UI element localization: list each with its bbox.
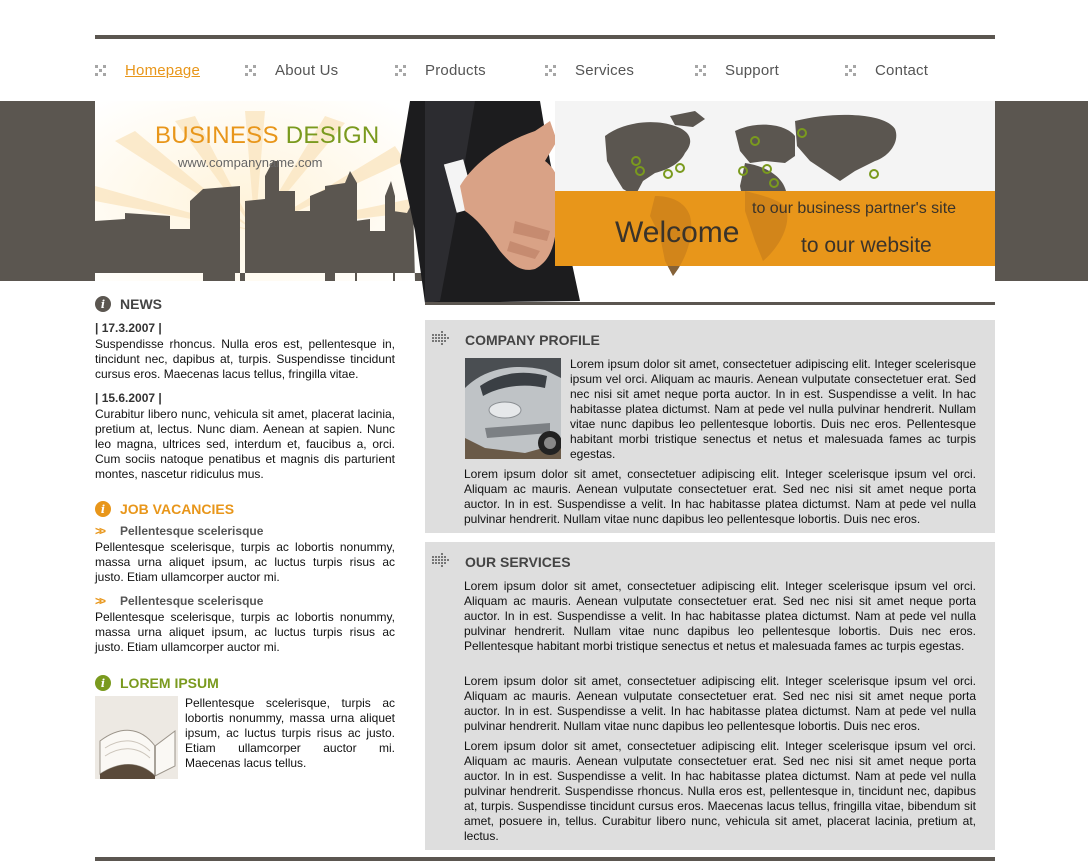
nav-label: Support bbox=[725, 61, 779, 79]
nav-bullet-icon bbox=[245, 65, 256, 76]
main-nav bbox=[95, 58, 995, 82]
nav-bullet-icon bbox=[695, 65, 706, 76]
news-text: Curabitur libero nunc, vehicula sit amet, placerat lacinia, pretium at, lectus. Nunc diam. Aenean at sapien. Nunc leo magna, ultrices sed, interdum et, faucibus a, orci. Cum sociis natoque penatibus et magnis dis parturient montes, nascetur ridiculus mus. bbox=[95, 407, 395, 481]
nav-item-services[interactable] bbox=[545, 58, 695, 82]
job-title-link[interactable] bbox=[95, 524, 395, 538]
company-url: www.companyname.com bbox=[178, 155, 323, 170]
top-divider bbox=[95, 35, 995, 39]
lorem-title: LOREM IPSUM bbox=[120, 675, 219, 691]
jobs-title: JOB VACANCIES bbox=[120, 501, 235, 517]
lorem-heading bbox=[95, 675, 395, 691]
news-title: NEWS bbox=[120, 296, 162, 312]
services-text-2: Lorem ipsum dolor sit amet, consectetuer adipiscing elit. Integer scelerisque ipsum vel orci. Aliquam ac mauris. Aenean vulputate consectetuer erat. Sed nec nisi sit amet neque porta auctor. In in est. Suspendisse a velit. In hac habitasse platea dictumst. Nam at pede vel nulla pulvinar hendrerit. Nullam vitae nunc dapibus leo pellentesque lobortis. Duis nec eros. bbox=[464, 674, 976, 733]
nav-item-about-us[interactable] bbox=[245, 58, 395, 82]
left-column bbox=[95, 296, 395, 779]
double-chevron-icon: >> bbox=[95, 594, 104, 608]
tagline-website: to our website bbox=[801, 234, 932, 257]
dotted-arrow-icon bbox=[432, 331, 456, 349]
bottom-divider bbox=[95, 857, 995, 861]
nav-item-homepage[interactable] bbox=[95, 58, 245, 82]
nav-bullet-icon bbox=[395, 65, 406, 76]
services-heading bbox=[432, 553, 571, 571]
brand-word-design: DESIGN bbox=[285, 122, 380, 149]
lorem-text: Pellentesque scelerisque, turpis ac lobortis nonummy, massa urna aliquet ipsum, ac luctus turpis risus ac justo. Etiam ullamcorper auctor mi. Maecenas lacus tellus. bbox=[185, 696, 395, 770]
info-icon: i bbox=[95, 675, 111, 691]
book-image bbox=[95, 696, 178, 779]
nav-item-support[interactable] bbox=[695, 58, 845, 82]
job-title: Pellentesque scelerisque bbox=[120, 594, 264, 608]
news-item bbox=[95, 321, 395, 382]
nav-label: About Us bbox=[275, 61, 339, 79]
services-text-1: Lorem ipsum dolor sit amet, consectetuer adipiscing elit. Integer scelerisque ipsum vel orci. Aliquam ac mauris. Aenean vulputate consectetuer erat. Sed nec nisi sit amet neque porta auctor. In in est. Suspendisse a velit. In hac habitasse platea dictumst. Nam at pede vel nulla pulvinar hendrerit. Nullam vitae nunc dapibus leo pellentesque lobortis. Duis nec eros. Pellentesque habitant morbi tristique senectus et netus et malesuada fames ac turpis egestas. bbox=[464, 579, 976, 653]
tagline-partner: to our business partner's site bbox=[752, 200, 957, 217]
job-text: Pellentesque scelerisque, turpis ac lobortis nonummy, massa urna aliquet ipsum, ac luctus turpis risus ac justo. Etiam ullamcorper auctor mi. bbox=[95, 540, 395, 584]
nav-label: Products bbox=[425, 61, 486, 79]
news-item bbox=[95, 391, 395, 482]
nav-label: Contact bbox=[875, 61, 929, 79]
nav-label: Homepage bbox=[125, 61, 200, 79]
services-text-3: Lorem ipsum dolor sit amet, consectetuer adipiscing elit. Integer scelerisque ipsum vel orci. Aliquam ac mauris. Aenean vulputate consectetuer erat. Sed nec nisi sit amet neque porta auctor. In in est. Suspendisse a velit. In hac habitasse platea dictumst. Nam at pede vel nulla pulvinar hendrerit. Suspendisse rhoncus. Nulla eros est, pellentesque in, tincidunt nec, dapibus at, turpis. Suspendisse tincidunt cursus eros. Maecenas lacus tellus, fringilla vitae, bibendum sit amet, posuere in, tellus. Curabitur libero nunc, vehicula sit amet, placerat lacinia, pretium at, lectus. bbox=[464, 739, 976, 843]
job-item bbox=[95, 594, 395, 655]
banner-divider bbox=[425, 302, 995, 305]
services-panel bbox=[425, 542, 995, 850]
profile-title: COMPANY PROFILE bbox=[465, 332, 600, 348]
news-heading bbox=[95, 296, 395, 312]
nav-bullet-icon bbox=[95, 65, 106, 76]
job-title: Pellentesque scelerisque bbox=[120, 524, 264, 538]
jobs-heading bbox=[95, 501, 395, 517]
news-date: | 15.6.2007 | bbox=[95, 391, 162, 405]
profile-text-1: Lorem ipsum dolor sit amet, consectetuer adipiscing elit. Integer scelerisque ipsum vel orci. Aliquam ac mauris. Aenean vulputate consectetuer erat. Sed nec nisi sit amet neque porta auctor. In in est. Suspendisse a velit. In hac habitasse platea dictumst. Nam at pede vel nulla pulvinar hendrerit. Nullam vitae nunc dapibus leo pellentesque lobortis. Duis nec eros. Pellentesque habitant morbi tristique senectus et netus et malesuada fames ac turpis egestas. bbox=[570, 357, 976, 461]
car-image bbox=[465, 358, 561, 459]
profile-text-2: Lorem ipsum dolor sit amet, consectetuer adipiscing elit. Integer scelerisque ipsum vel orci. Aliquam ac mauris. Aenean vulputate consectetuer erat. Sed nec nisi sit amet neque porta auctor. In in est. Suspendisse a velit. In hac habitasse platea dictumst. Nam at pede vel nulla pulvinar hendrerit. Nullam vitae nunc dapibus leo pellentesque lobortis. Duis nec eros. bbox=[464, 467, 976, 526]
nav-label: Services bbox=[575, 61, 635, 79]
job-title-link[interactable] bbox=[95, 594, 395, 608]
info-icon: i bbox=[95, 501, 111, 517]
nav-item-products[interactable] bbox=[395, 58, 545, 82]
job-text: Pellentesque scelerisque, turpis ac lobortis nonummy, massa urna aliquet ipsum, ac luctus turpis risus ac justo. Etiam ullamcorper auctor mi. bbox=[95, 610, 395, 654]
job-item bbox=[95, 524, 395, 585]
welcome-title: Welcome bbox=[615, 216, 740, 249]
brand-logo[interactable] bbox=[155, 122, 380, 150]
info-icon: i bbox=[95, 296, 111, 312]
news-date: | 17.3.2007 | bbox=[95, 321, 162, 335]
double-chevron-icon: >> bbox=[95, 524, 104, 538]
nav-item-contact[interactable] bbox=[845, 58, 995, 82]
nav-bullet-icon bbox=[545, 65, 556, 76]
lorem-block bbox=[95, 696, 395, 779]
brand-word-business: BUSINESS bbox=[155, 122, 279, 149]
news-text: Suspendisse rhoncus. Nulla eros est, pellentesque in, tincidunt nec, dapibus at, turpis. Suspendisse tincidunt cursus eros. Maecenas lacus tellus, fringilla vitae. bbox=[95, 337, 395, 381]
dotted-arrow-icon bbox=[432, 553, 456, 571]
services-title: OUR SERVICES bbox=[465, 554, 571, 570]
nav-bullet-icon bbox=[845, 65, 856, 76]
profile-heading bbox=[432, 331, 600, 349]
company-profile-panel bbox=[425, 320, 995, 533]
